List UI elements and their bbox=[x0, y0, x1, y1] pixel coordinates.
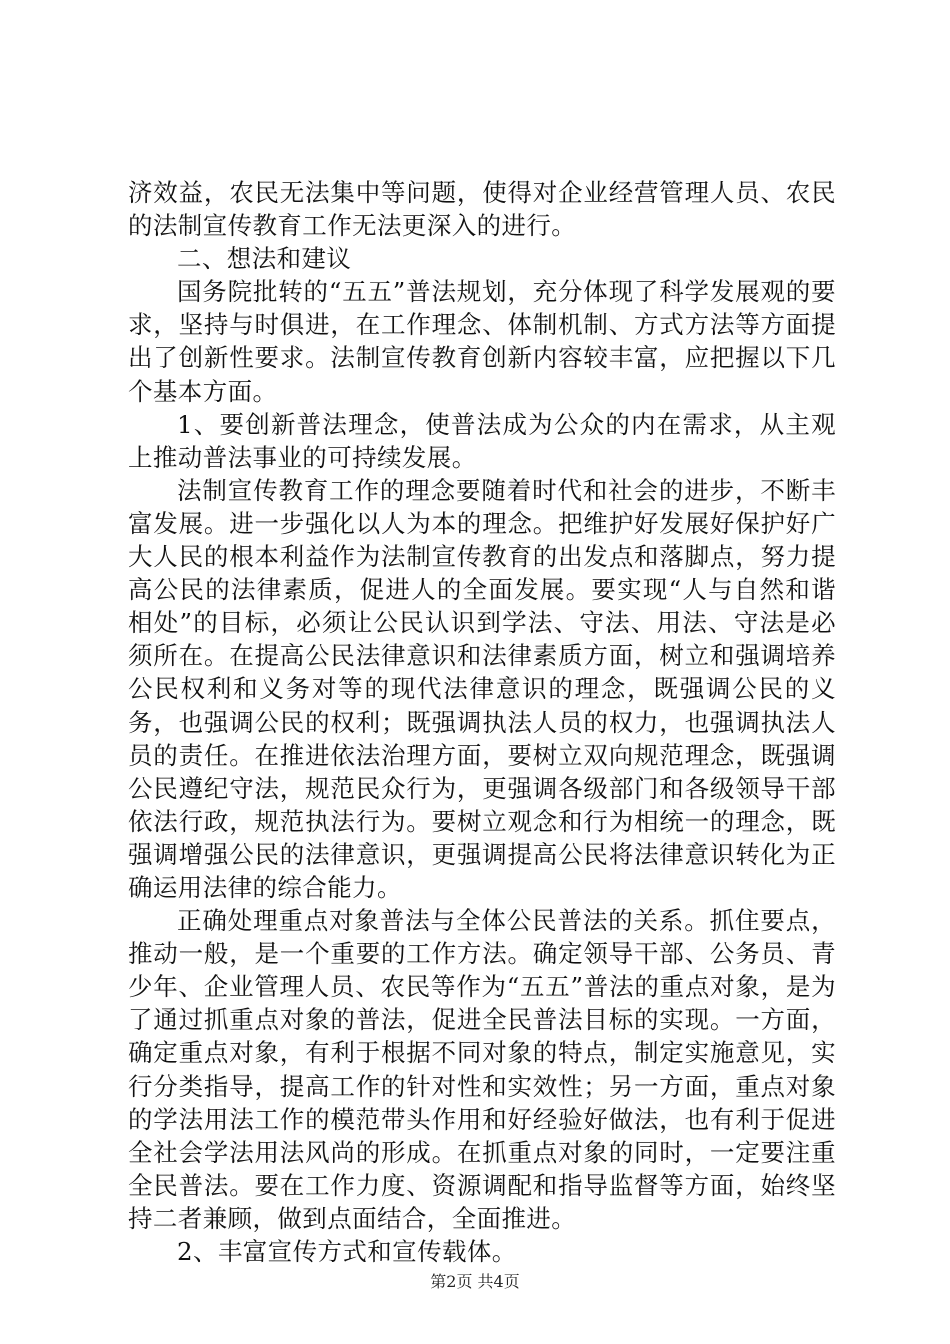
section-heading: 二、想法和建议 bbox=[177, 244, 352, 274]
subheading-2: 2、丰富宣传方式和宣传载体。 bbox=[177, 1237, 517, 1266]
paragraph-continuation: 济效益，农民无法集中等问题，使得对企业经营管理人员、农民的法制宣传教育工作无法更深入的进行。 bbox=[128, 178, 836, 241]
paragraph-concept: 法制宣传教育工作的理念要随着时代和社会的进步，不断丰富发展。进一步强化以人为本的理念。把维护好发展好保护好广大人民的根本利益作为法制宣传教育的出发点和落脚点，努力提高公民的法律素质，促进人的全面发展。要实现“人与自然和谐相处”的目标，必须让公民认识到学法、守法、用法、守法是必须所在。在提高公民法律意识和法律素质方面，树立和强调培养公民权利和义务对等的现代法律意识的理念，既强调公民的义务，也强调公民的权利；既强调执法人员的权力，也强调执法人员的责任。在推进依法治理方面，要树立双向规范理念，既强调公民遵纪守法，规范民众行为，更强调各级部门和各级领导干部依法行政，规范执法行为。要树立观念和行为相统一的理念，既强调增强公民的法律意识，更强调提高公民将法律意识转化为正确运用法律的综合能力。 bbox=[128, 475, 836, 902]
paragraph-key-targets: 正确处理重点对象普法与全体公民普法的关系。抓住要点，推动一般，是一个重要的工作方法。确定领导干部、公务员、青少年、企业管理人员、农民等作为“五五”普法的重点对象，是为了通过抓重点对象的普法，促进全民普法目标的实现。一方面，确定重点对象，有利于根据不同对象的特点，制定实施意见，实行分类指导，提高工作的针对性和实效性；另一方面，重点对象的学法用法工作的模范带头作用和好经验好做法，也有利于促进全社会学法用法风尚的形成。在抓重点对象的同时，一定要注重全民普法。要在工作力度、资源调配和指导监督等方面，始终坚持二者兼顾，做到点面结合，全面推进。 bbox=[128, 906, 836, 1233]
subheading-1: 1、要创新普法理念，使普法成为公众的内在需求，从主观上推动普法事业的可持续发展。 bbox=[128, 409, 836, 472]
paragraph-intro: 国务院批转的“五五”普法规划，充分体现了科学发展观的要求，坚持与时俱进，在工作理念、体制机制、方式方法等方面提出了创新性要求。法制宣传教育创新内容较丰富，应把握以下几个基本方面。 bbox=[128, 277, 836, 406]
document-body bbox=[128, 176, 836, 1268]
page-number-footer: 第2页 共4页 bbox=[430, 1272, 520, 1291]
